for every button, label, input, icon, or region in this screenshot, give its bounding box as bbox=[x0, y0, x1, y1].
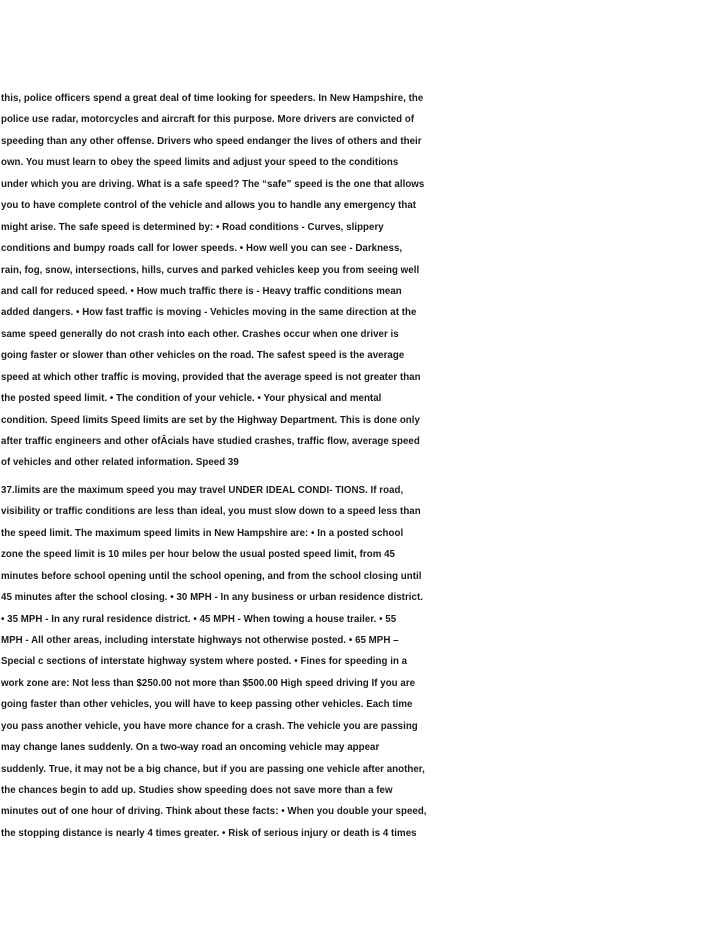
text-line: added dangers. • How fast traffic is moving - Vehicles moving in the same direction at the bbox=[1, 307, 417, 319]
text-line: conditions and bumpy roads call for lower speeds. • How well you can see - Darkness, bbox=[1, 243, 403, 255]
paragraph-speed-limits bbox=[0, 88, 728, 474]
text-line: the chances begin to add up. Studies show speeding does not save more than a few bbox=[1, 785, 393, 796]
text-line: visibility or traffic conditions are less than ideal, you must slow down to a speed less than bbox=[1, 506, 421, 518]
text-line: this, police officers spend a great deal of time looking for speeders. In New Hampshire, the bbox=[1, 93, 424, 104]
text-line: speeding than any other offense. Drivers who speed endanger the lives of others and their bbox=[1, 135, 422, 147]
text-line: going faster or slower than other vehicles on the road. The safest speed is the average bbox=[1, 350, 405, 362]
text-line: minutes out of one hour of driving. Think about these facts: • When you double your speed, bbox=[1, 806, 427, 818]
text-line: might arise. The safe speed is determined by: • Road conditions - Curves, slippery bbox=[1, 221, 384, 233]
text-line: work zone are: Not less than $250.00 not more than $500.00 High speed driving If you are bbox=[1, 677, 416, 689]
text-line: MPH - All other areas, including interstate highways not otherwise posted. • 65 MPH – bbox=[1, 634, 399, 646]
text-line: the speed limit. The maximum speed limits in New Hampshire are: • In a posted school bbox=[1, 527, 404, 539]
text-line: you to have complete control of the vehicle and allows you to handle any emergency that bbox=[1, 200, 417, 212]
text-line: of vehicles and other related information. Speed 39 bbox=[1, 457, 239, 469]
text-line: same speed generally do not crash into each other. Crashes occur when one driver is bbox=[1, 328, 399, 340]
document-page bbox=[0, 88, 728, 844]
text-line: own. You must learn to obey the speed limits and adjust your speed to the conditions bbox=[1, 157, 399, 169]
text-line: you pass another vehicle, you have more chance for a crash. The vehicle you are passing bbox=[1, 720, 418, 732]
text-line: 37.limits are the maximum speed you may travel UNDER IDEAL CONDI- TIONS. If road, bbox=[1, 484, 404, 496]
text-line: and call for reduced speed. • How much traffic there is - Heavy traffic conditions mean bbox=[1, 285, 402, 297]
text-line: going faster than other vehicles, you will have to keep passing other vehicles. Each time bbox=[1, 699, 413, 711]
text-line: zone the speed limit is 10 miles per hour below the usual posted speed limit, from 45 bbox=[1, 549, 395, 561]
text-line: 45 minutes after the school closing. • 30 MPH - In any business or urban residence district. bbox=[1, 592, 423, 604]
text-line: minutes before school opening until the school opening, and from the school closing until bbox=[1, 570, 422, 582]
text-line: may change lanes suddenly. On a two-way road an oncoming vehicle may appear bbox=[1, 742, 380, 754]
text-line: Special c sections of interstate highway system where posted. • Fines for speeding in a bbox=[1, 656, 408, 668]
text-line: police use radar, motorcycles and aircraft for this purpose. More drivers are convicted of bbox=[1, 114, 415, 126]
text-line: under which you are driving. What is a safe speed? The “safe” speed is the one that allows bbox=[1, 178, 425, 190]
text-line: the posted speed limit. • The condition of your vehicle. • Your physical and mental bbox=[1, 393, 382, 405]
paragraph-high-speed-driving bbox=[0, 480, 728, 844]
text-line: suddenly. True, it may not be a big chance, but if you are passing one vehicle after another, bbox=[1, 763, 425, 775]
text-line: speed at which other traffic is moving, provided that the average speed is not greater than bbox=[1, 371, 421, 383]
text-line: • 35 MPH - In any rural residence district. • 45 MPH - When towing a house trailer. • 55 bbox=[1, 613, 397, 625]
text-line: after traffic engineers and other ofÂcials have studied crashes, traffic flow, average speed bbox=[1, 436, 420, 447]
text-line: the stopping distance is nearly 4 times greater. • Risk of serious injury or death is 4 times bbox=[1, 827, 417, 839]
text-line: rain, fog, snow, intersections, hills, curves and parked vehicles keep you from seeing well bbox=[1, 264, 420, 276]
text-line: condition. Speed limits Speed limits are set by the Highway Department. This is done only bbox=[1, 414, 420, 426]
